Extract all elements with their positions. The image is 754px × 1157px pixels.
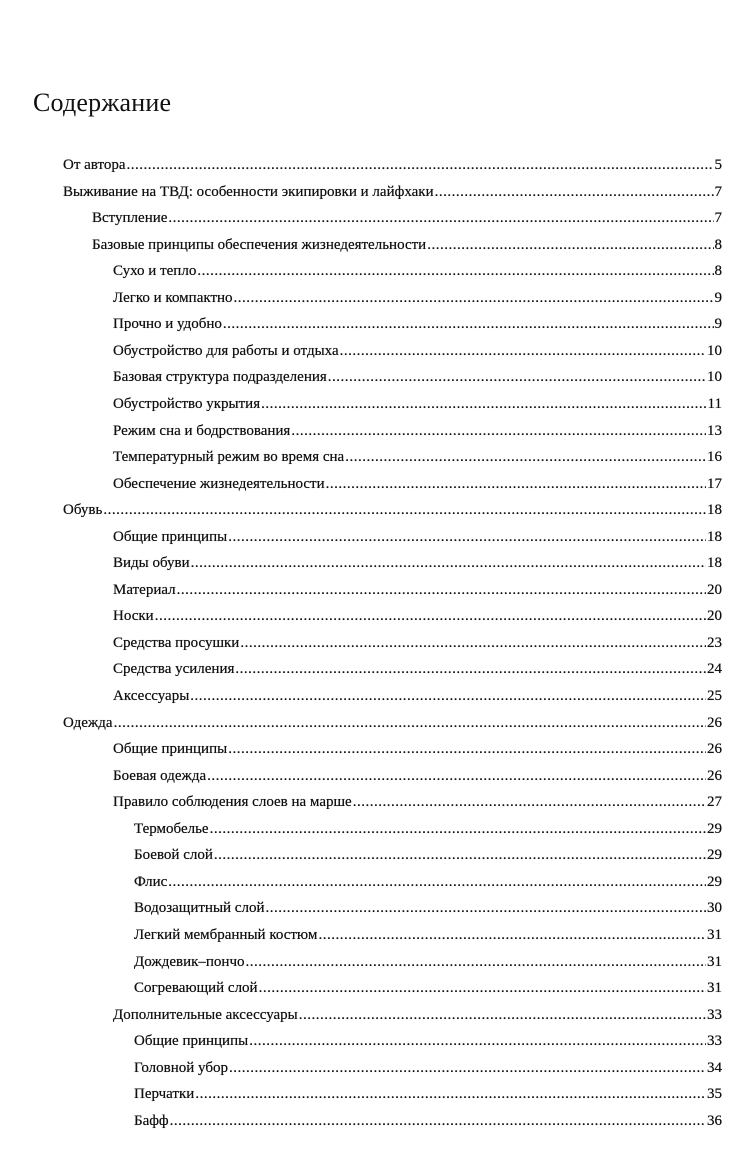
- toc-entry-label: Легко и компактно: [113, 289, 233, 306]
- toc-entry-page-number: 26: [707, 741, 722, 758]
- toc-entry-page-number: 9: [714, 316, 722, 333]
- toc-entry-page-number: 23: [707, 634, 722, 651]
- toc-entry: [134, 1024, 722, 1050]
- toc-entry-page-number: 18: [707, 502, 722, 519]
- dot-leader: [235, 660, 706, 678]
- toc-entry-label: Головной убор: [134, 1059, 228, 1076]
- toc-entry-label: Перчатки: [134, 1086, 195, 1103]
- toc-entry-label: Правило соблюдения слоев на марше: [113, 794, 352, 811]
- toc-entry-label: Средства усиления: [113, 661, 235, 678]
- dot-leader: [114, 714, 706, 732]
- dot-leader: [326, 475, 706, 493]
- toc-entry-page-number: 11: [707, 395, 722, 412]
- toc-entry-label: Обувь: [63, 502, 103, 519]
- toc-entry-label: Дополнительные аксессуары: [113, 1006, 298, 1023]
- toc-entry-label: Прочно и удобно: [113, 316, 222, 333]
- toc-entry-page-number: 20: [707, 608, 722, 625]
- dot-leader: [345, 448, 706, 466]
- dot-leader: [240, 634, 706, 652]
- toc-entry-label: Базовая структура подразделения: [113, 369, 327, 386]
- toc-entry-label: Общие принципы: [113, 528, 228, 545]
- toc-entry: [63, 148, 722, 174]
- toc-entry-page-number: 26: [707, 714, 722, 731]
- toc-entry-label: Режим сна и бодрствования: [113, 422, 291, 439]
- dot-leader: [170, 1112, 706, 1130]
- toc-entry: [113, 679, 722, 705]
- toc-entry: [92, 201, 722, 227]
- toc-entry-page-number: 29: [707, 847, 722, 864]
- toc-entry-page-number: 27: [707, 794, 722, 811]
- toc-entry: [63, 493, 722, 519]
- dot-leader: [155, 607, 706, 625]
- toc-entry: [113, 467, 722, 493]
- dot-leader: [210, 820, 706, 838]
- toc-entry-page-number: 20: [707, 581, 722, 598]
- toc-entry: [113, 626, 722, 652]
- dot-leader: [190, 687, 706, 705]
- toc-entry-page-number: 7: [714, 210, 722, 227]
- toc-entry-page-number: 31: [707, 926, 722, 943]
- toc-entry: [134, 865, 722, 891]
- dot-leader: [265, 899, 706, 917]
- toc-entry: [113, 307, 722, 333]
- toc-entry: [113, 599, 722, 625]
- toc-entry-page-number: 36: [707, 1112, 722, 1129]
- toc-entry: [113, 414, 722, 440]
- toc-entry: [113, 732, 722, 758]
- toc-entry-page-number: 29: [707, 873, 722, 890]
- toc-entry-label: Боевой слой: [134, 847, 213, 864]
- toc-entry: [113, 652, 722, 678]
- toc-entry: [113, 520, 722, 546]
- toc-entry-label: Сухо и тепло: [113, 263, 197, 280]
- page-title: Содержание: [33, 88, 172, 117]
- toc-entry: [113, 281, 722, 307]
- toc-entry-page-number: 10: [707, 342, 722, 359]
- dot-leader: [353, 793, 706, 811]
- dot-leader: [228, 740, 706, 758]
- toc-entry-page-number: 10: [707, 369, 722, 386]
- toc-entry: [134, 1051, 722, 1077]
- toc-entry: [113, 785, 722, 811]
- toc-entry-label: Флис: [134, 873, 168, 890]
- toc-entry: [113, 573, 722, 599]
- dot-leader: [103, 501, 706, 519]
- toc-entry-page-number: 18: [707, 528, 722, 545]
- dot-leader: [249, 1032, 706, 1050]
- toc-entry: [92, 228, 722, 254]
- toc-entry-page-number: 31: [707, 980, 722, 997]
- dot-leader: [168, 209, 713, 227]
- toc-entry: [134, 971, 722, 997]
- toc-entry: [134, 1077, 722, 1103]
- dot-leader: [291, 422, 706, 440]
- toc-entry-label: Аксессуары: [113, 688, 190, 704]
- toc-entry-label: Общие принципы: [113, 741, 228, 758]
- dot-leader: [168, 873, 706, 891]
- toc-entry-label: Одежда: [63, 714, 113, 731]
- toc-entry-label: Обустройство укрытия: [113, 395, 261, 412]
- toc-entry-label: Базовые принципы обеспечения жизнедеятельности: [92, 236, 427, 253]
- toc-entry-label: Общие принципы: [134, 1033, 249, 1050]
- toc-entry-label: Средства просушки: [113, 634, 240, 651]
- toc-entry-label: Температурный режим во время сна: [113, 449, 345, 466]
- toc-entry: [113, 759, 722, 785]
- toc-entry: [134, 945, 722, 971]
- toc-entry-page-number: 7: [714, 183, 722, 200]
- dot-leader: [299, 1006, 706, 1024]
- toc-entry-label: Материал: [113, 581, 176, 598]
- toc-entry-page-number: 8: [714, 236, 722, 253]
- toc-entry-label: Носки: [113, 608, 154, 625]
- toc-entry-label: Дождевик–пончо: [134, 953, 245, 970]
- dot-leader: [259, 979, 706, 997]
- toc-entry-page-number: 24: [707, 661, 722, 678]
- toc-entry-label: Выживание на ТВД: особенности экипировки и лайфхаки: [63, 183, 434, 200]
- dot-leader: [127, 156, 714, 174]
- toc-entry-page-number: 9: [714, 289, 722, 306]
- toc-entry: [113, 334, 722, 360]
- dot-leader: [246, 953, 706, 971]
- toc-entry-label: Вступление: [92, 210, 168, 227]
- dot-leader: [261, 395, 706, 413]
- toc-entry-page-number: 13: [707, 422, 722, 439]
- toc-entry: [113, 546, 722, 572]
- toc-entry-label: Боевая одежда: [113, 767, 207, 784]
- toc-entry: [113, 387, 722, 413]
- dot-leader: [427, 236, 713, 254]
- toc-entry-label: Обустройство для работы и отдыха: [113, 342, 339, 359]
- dot-leader: [223, 315, 714, 333]
- toc-entry-label: Обеспечение жизнедеятельности: [113, 475, 325, 492]
- toc-entry-page-number: 33: [707, 1006, 722, 1023]
- toc-entry-label: Водозащитный слой: [134, 900, 265, 917]
- toc-entry-page-number: 25: [707, 688, 722, 704]
- toc-entry-label: От автора: [63, 157, 126, 173]
- toc-entry: [113, 360, 722, 386]
- toc-entry-label: Виды обуви: [113, 555, 190, 572]
- toc-entry: [134, 918, 722, 944]
- dot-leader: [207, 767, 706, 785]
- toc-entry: [134, 891, 722, 917]
- toc-entry: [63, 706, 722, 732]
- toc-entry-label: Бафф: [134, 1112, 169, 1129]
- toc-entry-page-number: 18: [707, 555, 722, 572]
- dot-leader: [234, 289, 714, 307]
- toc-entry: [113, 998, 722, 1024]
- toc-entry: [134, 838, 722, 864]
- dot-leader: [318, 926, 706, 944]
- toc-entry-page-number: 29: [707, 820, 722, 837]
- dot-leader: [435, 183, 714, 201]
- toc-entry-page-number: 30: [707, 900, 722, 917]
- dot-leader: [229, 1059, 706, 1077]
- toc-entry-label: Согревающий слой: [134, 980, 258, 997]
- toc-entry-page-number: 17: [707, 475, 722, 492]
- toc-entry-page-number: 8: [714, 263, 722, 280]
- toc-entry-page-number: 5: [714, 157, 722, 173]
- toc-entry: [113, 440, 722, 466]
- dot-leader: [340, 342, 706, 360]
- toc-entry-page-number: 35: [707, 1086, 722, 1103]
- toc-entry: [134, 1104, 722, 1130]
- toc-entry: [134, 812, 722, 838]
- toc-entry-page-number: 16: [707, 449, 722, 466]
- dot-leader: [197, 262, 713, 280]
- toc-entry-page-number: 26: [707, 767, 722, 784]
- dot-leader: [195, 1085, 706, 1103]
- dot-leader: [191, 554, 706, 572]
- toc-entry: [113, 254, 722, 280]
- toc-entry-page-number: 31: [707, 953, 722, 970]
- dot-leader: [228, 528, 706, 546]
- dot-leader: [177, 581, 706, 599]
- toc-entry-label: Термобелье: [134, 820, 209, 837]
- toc-entry: [63, 175, 722, 201]
- toc-entry-label: Легкий мембранный костюм: [134, 926, 318, 943]
- toc-entry-page-number: 33: [707, 1033, 722, 1050]
- dot-leader: [328, 368, 706, 386]
- dot-leader: [214, 846, 706, 864]
- toc-entry-page-number: 34: [707, 1059, 722, 1076]
